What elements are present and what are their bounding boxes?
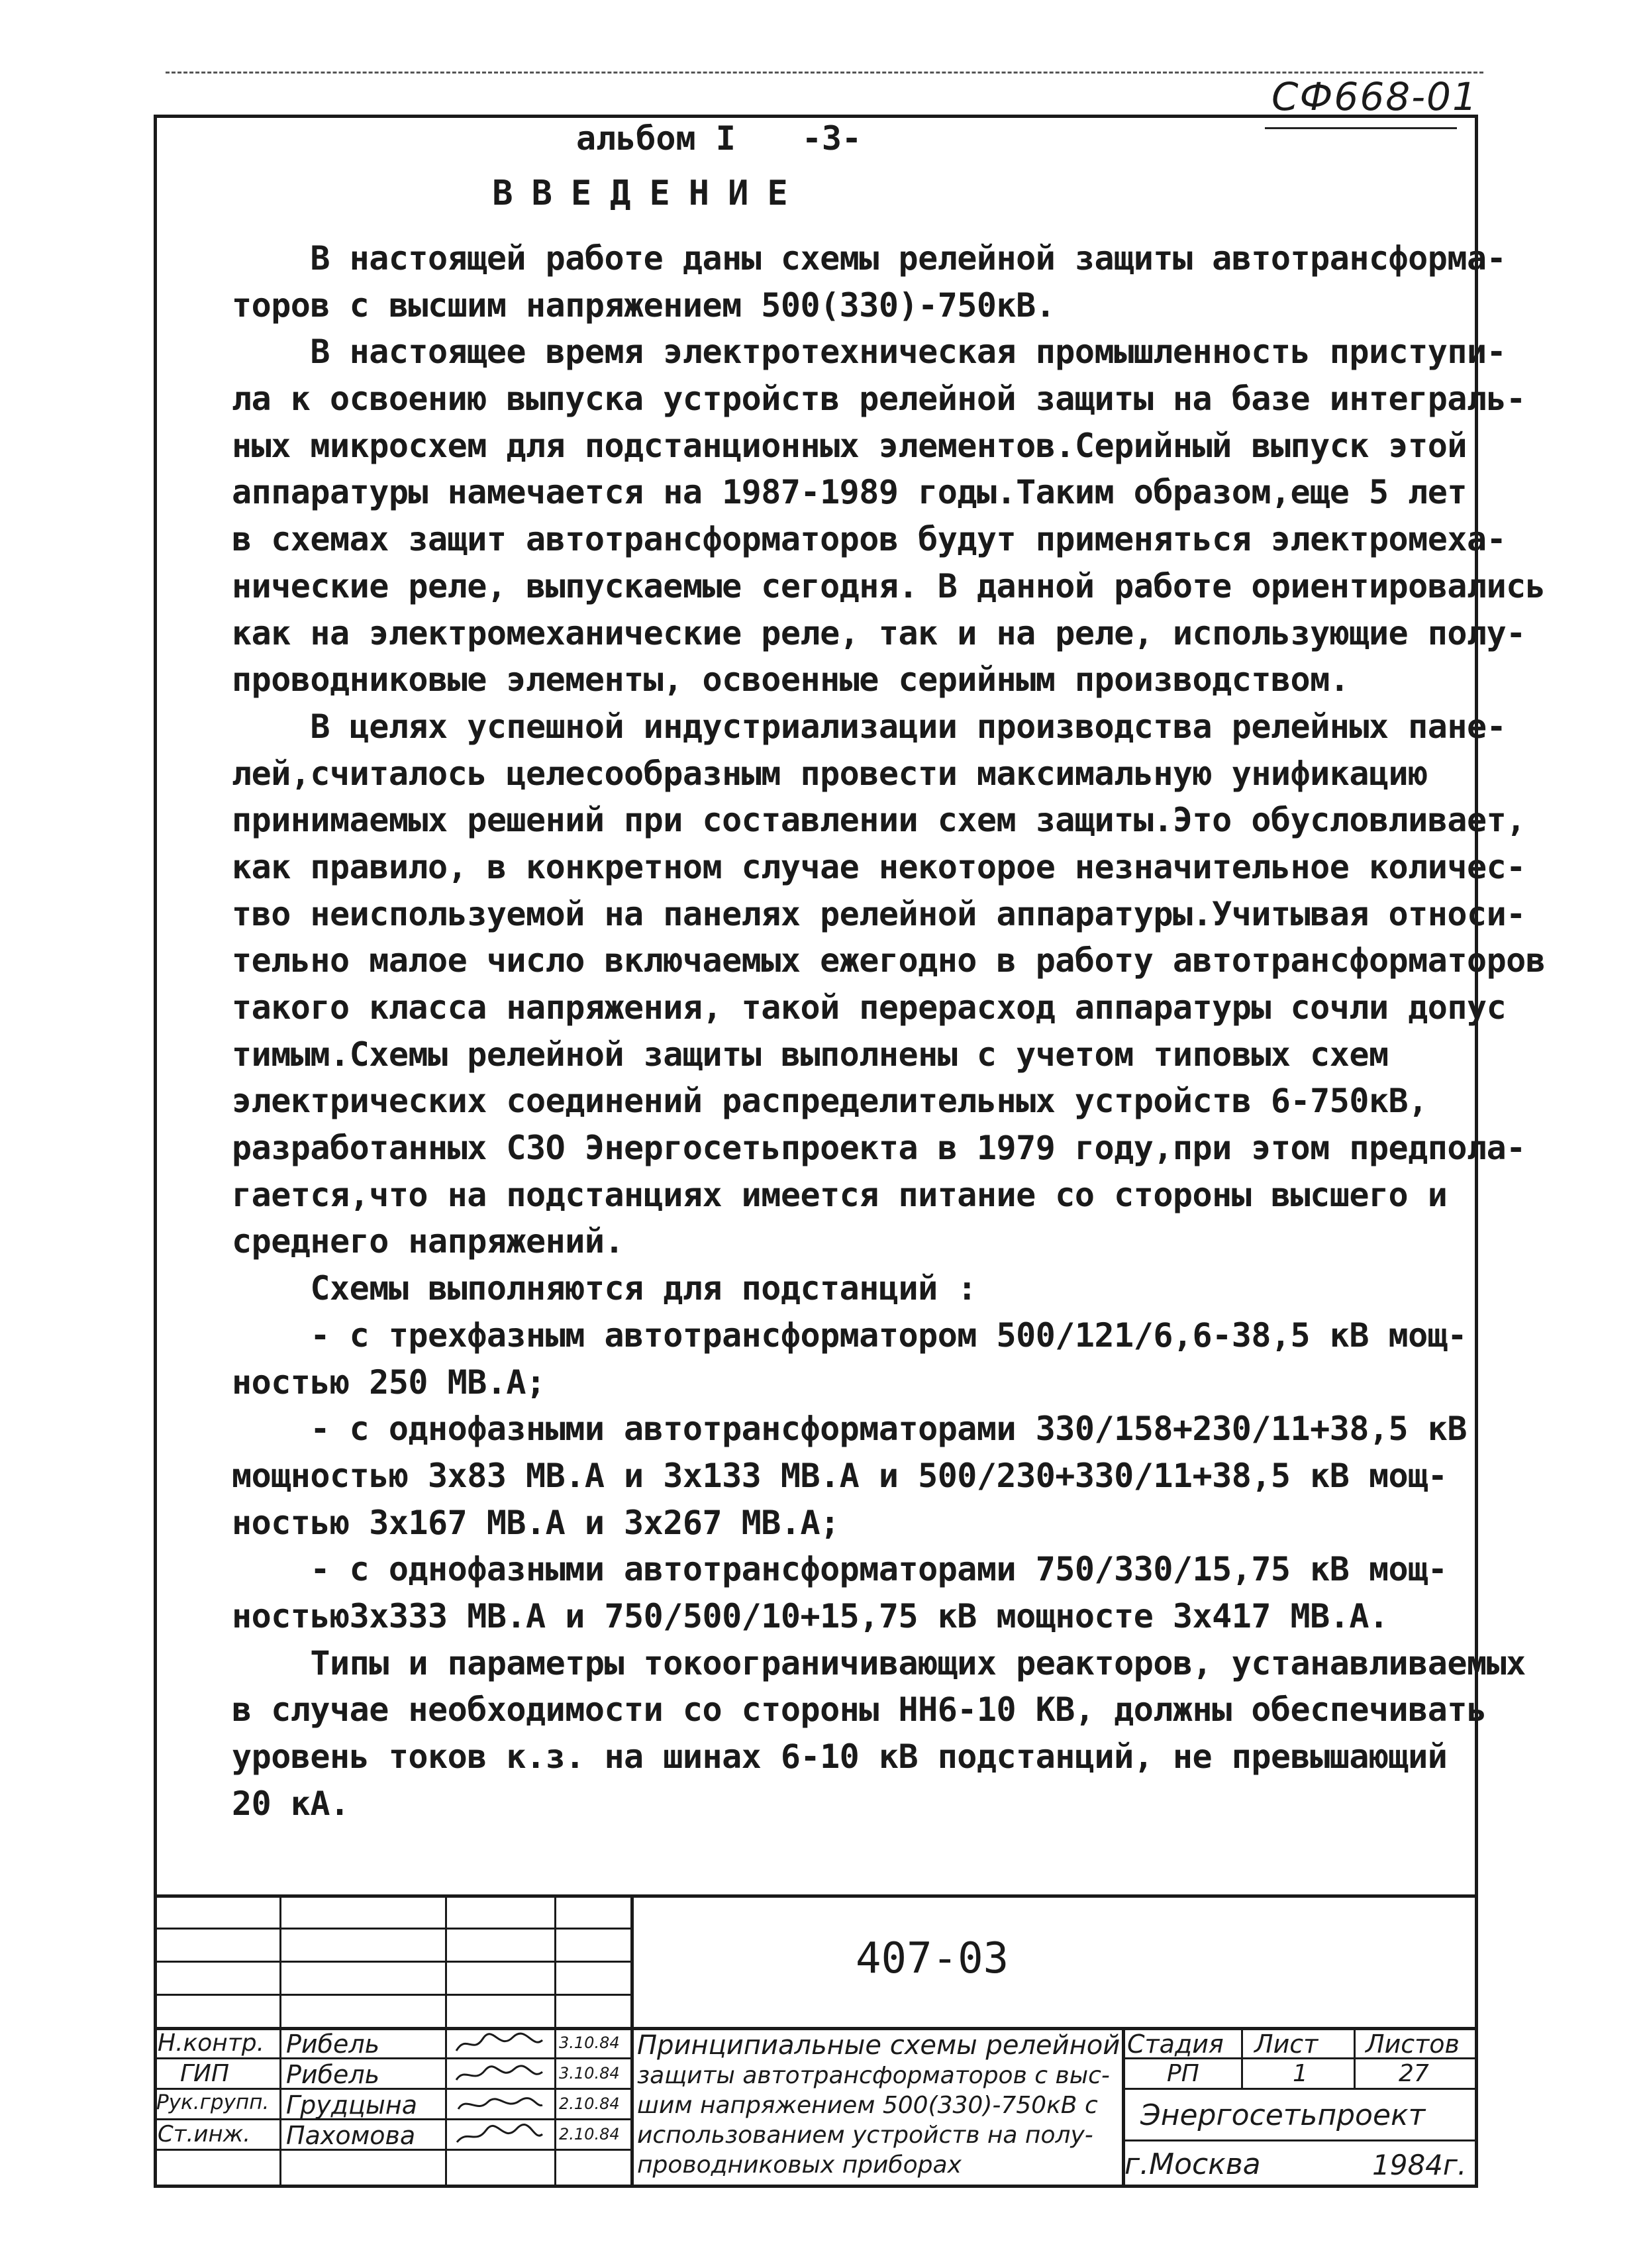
- body-line: ностью 3х167 МВ.А и 3х267 МВ.А;: [232, 1503, 840, 1542]
- tb-grid-vline: [445, 1894, 447, 2188]
- tb-grid-line: [154, 2057, 630, 2059]
- body-line: аппаратуры намечается на 1987-1989 годы.Таким образом,еще 5 лет: [232, 473, 1467, 512]
- page-header: [576, 119, 862, 158]
- body-line: мощностью 3х83 МВ.А и 3х133 МВ.А и 500/230+330/11+38,5 кВ мощ-: [232, 1456, 1448, 1495]
- signature-3: [453, 2092, 546, 2117]
- body-line: лей,считалось целесообразным провести максимальную унификацию: [232, 754, 1428, 793]
- body-line: тво неиспользуемой на панелях релейной аппаратуры.Учитывая относи-: [232, 894, 1526, 933]
- body-line: тимым.Схемы релейной защиты выполнены с учетом типовых схем: [232, 1035, 1389, 1074]
- sheet-label: Лист: [1254, 2030, 1319, 2059]
- date-3: 2.10.84: [559, 2094, 620, 2113]
- tb-grid-line: [154, 1928, 630, 1930]
- description-line: шим напряжением 500(330)-750кВ с: [637, 2092, 1098, 2119]
- city: г.Москва: [1124, 2147, 1261, 2181]
- name-3: Грудцына: [286, 2090, 418, 2120]
- body-line: 20 кА.: [232, 1784, 350, 1823]
- stage-value: РП: [1167, 2060, 1199, 2087]
- body-line: проводниковые элементы, освоенные серийным производством.: [232, 660, 1350, 699]
- tb-top-line: [154, 1894, 1478, 1898]
- body-line: принимаемых решений при составлении схем защиты.Это обусловливает,: [232, 801, 1526, 840]
- body-line: такого класса напряжения, такой перерасход аппаратуры сочли допус: [232, 988, 1507, 1027]
- page-title: ВВЕДЕНИЕ: [492, 174, 807, 213]
- top-edge-rule: [166, 72, 1483, 74]
- body-line: Схемы выполняются для подстанций :: [232, 1269, 977, 1308]
- tb-grid-vline: [554, 1894, 556, 2188]
- body-line: уровень токов к.з. на шинах 6-10 кВ подстанций, не превышающий: [232, 1737, 1448, 1776]
- body-line: тельно малое число включаемых ежегодно в работу автотрансформаторов: [232, 941, 1546, 980]
- body-line: как на электромеханические реле, так и на реле, использующие полу-: [232, 613, 1526, 652]
- body-line: Типы и параметры токоограничивающих реакторов, устанавливаемых: [232, 1643, 1526, 1682]
- description-line: Принципиальные схемы релейной: [637, 2030, 1120, 2061]
- body-line: ностью 250 МВ.А;: [232, 1363, 546, 1402]
- role-3: Рук.групп.: [156, 2090, 270, 2114]
- description: [637, 2031, 1120, 2180]
- body-line: торов с высшим напряжением 500(330)-750кВ.: [232, 285, 1056, 325]
- body-line: ностью3х333 МВ.А и 750/500/10+15,75 кВ мощносте 3х417 МВ.А.: [232, 1596, 1389, 1635]
- body-line: ных микросхем для подстанционных элементов.Серийный выпуск этой: [232, 426, 1467, 465]
- tb-grid-line: [154, 2088, 630, 2090]
- page-number: -3-: [801, 119, 862, 158]
- name-2: Рибель: [286, 2060, 380, 2089]
- signature-1: [453, 2031, 546, 2056]
- name-4: Пахомова: [286, 2121, 416, 2150]
- tb-grid-vline: [1354, 2027, 1356, 2088]
- year: 1984г.: [1372, 2149, 1467, 2181]
- tb-grid-line: [154, 1994, 630, 1996]
- body-line: электрических соединений распределительных устройств 6-750кВ,: [232, 1082, 1428, 1121]
- body-line: В настоящее время электротехническая промышленность приступи-: [232, 333, 1507, 372]
- body-line: ла к освоению выпуска устройств релейной защиты на базе интеграль-: [232, 380, 1526, 419]
- date-4: 2.10.84: [559, 2125, 620, 2143]
- tb-grid-line: [1122, 2139, 1478, 2141]
- sheet-value: 1: [1293, 2060, 1308, 2087]
- tb-grid-vline: [279, 1894, 281, 2188]
- body-line: - с трехфазным автотрансформатором 500/121/6,6-38,5 кВ мощ-: [232, 1315, 1467, 1355]
- signature-4: [453, 2122, 546, 2147]
- body-line: в схемах защит автотрансформаторов будут применяться электромеха-: [232, 520, 1507, 559]
- stage-label: Стадия: [1127, 2030, 1224, 2059]
- name-1: Рибель: [286, 2030, 380, 2059]
- body-line: - с однофазными автотрансформаторами 330/158+230/11+38,5 кВ: [232, 1410, 1467, 1449]
- sheets-label: Листов: [1366, 2030, 1460, 2059]
- body-line: нические реле, выпускаемые сегодня. В данной работе ориентировались: [232, 566, 1546, 605]
- description-line: проводниковых приборах: [637, 2151, 962, 2179]
- sheets-value: 27: [1399, 2060, 1429, 2087]
- description-line: защиты автотрансформаторов с выс-: [637, 2062, 1110, 2089]
- date-2: 3.10.84: [559, 2064, 620, 2083]
- role-4: Ст.инж.: [158, 2121, 251, 2147]
- body-line: среднего напряжений.: [232, 1222, 624, 1261]
- description-line: использованием устройств на полу-: [637, 2122, 1093, 2149]
- album-label: альбом I: [576, 119, 736, 158]
- signature-2: [453, 2061, 546, 2087]
- organization: Энергосетьпроект: [1140, 2098, 1426, 2132]
- designation: 407-03: [856, 1934, 1009, 1983]
- body-line: гается,что на подстанциях имеется питание со стороны высшего и: [232, 1175, 1448, 1214]
- tb-grid-line: [154, 1961, 630, 1963]
- body-line: - с однофазными автотрансформаторами 750/330/15,75 кВ мощ-: [232, 1550, 1448, 1589]
- body-line: в случае необходимости со стороны НН6-10 КВ, должны обеспечивать: [232, 1690, 1487, 1729]
- tb-grid-vline: [1241, 2027, 1243, 2088]
- body-line: В целях успешной индустриализации производства релейных пане-: [232, 707, 1507, 746]
- tb-grid-line: [1122, 2088, 1478, 2090]
- body-line: как правило, в конкретном случае некоторое незначительное количес-: [232, 847, 1526, 886]
- title-block: [154, 1894, 1478, 2188]
- body-text: [232, 235, 1546, 1827]
- role-1: Н.контр.: [158, 2030, 265, 2057]
- role-2: ГИП: [180, 2060, 230, 2087]
- date-1: 3.10.84: [559, 2034, 620, 2052]
- body-line: разработанных СЗО Энергосетьпроекта в 1979 году,при этом предпола-: [232, 1129, 1526, 1168]
- tb-grid-vline: [630, 1894, 634, 2188]
- document-code: СФ668-01: [1271, 74, 1478, 119]
- body-line: В настоящей работе даны схемы релейной защиты автотрансформа-: [232, 239, 1507, 278]
